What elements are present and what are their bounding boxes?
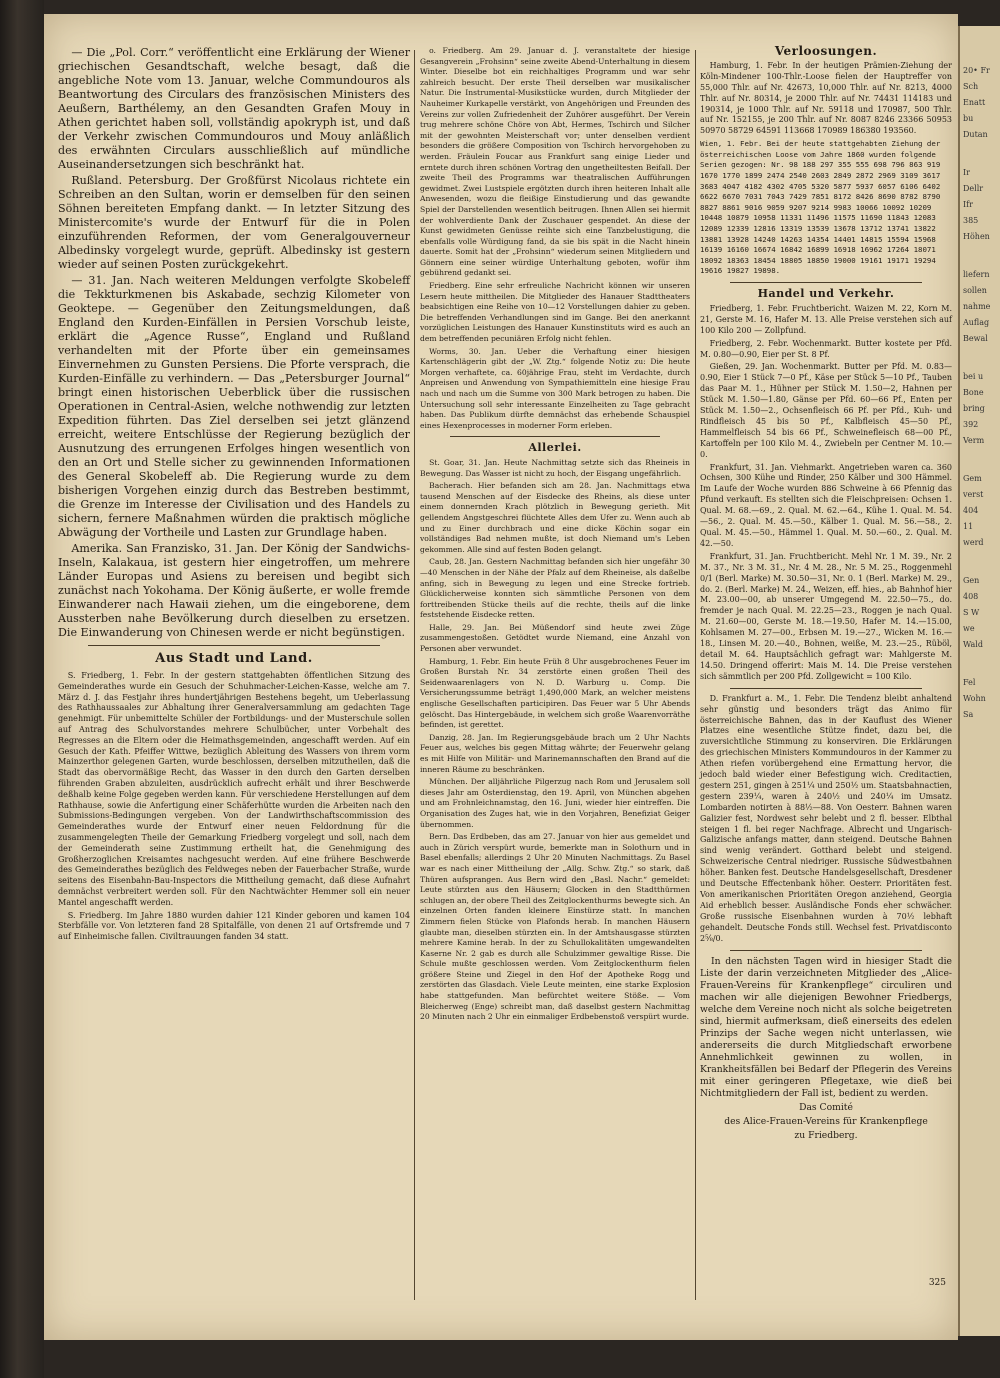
edge-fragment: Ifr (963, 200, 973, 209)
section-divider (730, 688, 922, 689)
article-paragraph: Friedberg. Eine sehr erfreuliche Nachricht können wir unseren Lesern heute mittheilen. Die Mitglieder des Hanauer Stadttheaters beabsichtigen eine Reihe von 10—12 Vorstellungen dahier zu geben. Die betreffenden Verhandlungen sind im Gange. Bei den anerkannt vorzüglichen Leistungen des Hanauer Kunstinstituts wird es auch an dem betreffenden pecuniären Erfolg nicht fehlen. (420, 281, 690, 344)
edge-fragment: Dutan (963, 130, 988, 139)
edge-fragment: Sch (963, 82, 979, 91)
article-paragraph: Caub, 28. Jan. Gestern Nachmittag befanden sich hier ungefähr 30—40 Menschen in der Nähe der Pfalz auf dem Rheineise, als daßelbe anfing, sich in Bewegung zu legen und eine Strecke fortrieb. Glücklicherweise konnten sich sämmtliche Personen von dem forttreibenden Stücke theils auf die rechte, theils auf die linke feststehende Eisdecke retten. (420, 557, 690, 620)
edge-fragment: Verm (963, 436, 985, 445)
article-paragraph: Gießen, 29. Jan. Wochenmarkt. Butter per Pfd. M. 0.83—0.90, Eier 1 Stück 7—0 Pf., Käse per Stück 5—10 Pf., Tauben das Paar M. 1., Hühner per Stück M. 1.50—2, Hahnen per Stück M. 1.50—1.80, Gänse per Pfd. 60—66 Pf., Enten per Stück M. 1.50—2., Ochsenfleisch 66 Pf. per Pfd., Kuh- und Rindfleisch 45 bis 50 Pf., Kalbfleisch 45—50 Pf., Hammelfleisch 54 bis 66 Pf., Schweinefleisch 68—00 Pf., Kartoffeln per 100 Kilo M. 4., Zwiebeln per Centner M. 10.—0. (700, 362, 952, 459)
edge-fragment: Sa (963, 710, 974, 719)
edge-fragment: Gen (963, 576, 980, 585)
edge-fragment: verst (963, 490, 984, 499)
association-notice (700, 956, 952, 1142)
article-paragraph: o. Friedberg. Am 29. Januar d. J. veranstaltete der hiesige Gesangverein „Frohsinn“ seine zweite Abend-Unterhaltung in diesem Winter. Dieselbe bot ein reichhaltiges Programm und war sehr zahlreich besucht. Der erste Theil derselben war musikalischer Natur. Die Instrumental-Musikstücke wurden, durch Mitglieder der Nauheimer Kurkapelle verstärkt, von Angehörigen und Freunden des Vereins zur vollen Zufriedenheit der Zuhörer ausgeführt. Der Verein trug mehrere schöne Chöre von Abt, Hermes, Tschirch und Silcher mit der gewohnten Meisterschaft vor; unter denselben verdient besonders die größere Composition von Tschirch hervorgehoben zu werden. Fräulein Foucar aus Frankfurt sang einige Lieder und erntete durch ihren schönen Vortrag den ungetheiltesten Beifall. Der zweite Theil des Programms war theatralischen Aufführungen gewidmet. Zwei Lustspiele ergötzten durch ihren heiteren Inhalt alle Anwesenden, wozu die fleißige Einstudierung und das gewandte Spiel der Darstellenden wesentlich beitrugen. Ihnen Allen sei hiermit der wohlverdiente Dank der Zuschauer gespendet. An diese der Kunst gewidmeten Genüsse reihte sich eine Tanzbelustigung, die ebenfalls volle Würdigung fand, da sie bis spät in die Nacht hinein dauerte. Somit hat der „Frohsinn“ wiederum seinen Mitgliedern und Gönnern eine seiner würdige Unterhaltung geboten, wofür ihm gebührend gedankt sei. (420, 46, 690, 278)
article-paragraph: St. Goar, 31. Jan. Heute Nachmittag setzte sich das Rheineis in Bewegung. Das Wasser ist nicht zu hoch, der Eisgang ungefährlich. (420, 457, 690, 478)
edge-fragment: 404 (963, 506, 979, 515)
edge-fragment: bring (963, 404, 985, 413)
article-paragraph: Amerika. San Franzisko, 31. Jan. Der König der Sandwichs-Inseln, Kalakaua, ist gestern hier eingetroffen, um mehrere Länder Europas und Asiens zu bereisen und begibt sich zunächst nach Yokohama. Der König äußerte, er wolle fremde Einwanderer nach Hawaii ziehen, um die eingeborene, dem Aussterben nahe Bevölkerung durch dieselben zu ersetzen. Die Einwanderung von Chinesen werde er nicht begünstigen. (58, 542, 410, 639)
adjacent-page-edge (958, 26, 1000, 1336)
edge-fragment: Auflag (963, 318, 990, 327)
edge-fragment: Bone (963, 388, 984, 397)
edge-fragment: Dellr (963, 184, 984, 193)
article-paragraph: Friedberg, 1. Febr. Fruchtbericht. Waizen M. 22, Korn M. 21, Gerste M. 16, Hafer M. 13. Alle Preise verstehen sich auf 100 Kilo 200 — Zollpfund. (700, 303, 952, 335)
edge-fragment: bu (963, 114, 974, 123)
edge-fragment: 408 (963, 592, 979, 601)
edge-fragment: 385 (963, 216, 979, 225)
section-heading-local: Aus Stadt und Land. (155, 651, 313, 666)
column-politics (58, 46, 410, 944)
page-number: 325 (928, 1278, 946, 1288)
article-paragraph: Hamburg, 1. Febr. Ein heute Früh 8 Uhr ausgebrochenes Feuer im Großen Burstah Nr. 34 zerstörte einen großen Theil des Seidenwaarenlagers von N. D. Warburg u. Comp. Die Versicherungssumme beträgt 1,490,000 Mark, an welcher meistens englische Gesellschaften participiren. Das Feuer war 5 Uhr Abends gelöscht. Das Hintergebäude, in welchem sich große Waarenvorräthe befinden, ist gerettet. (420, 656, 690, 730)
section-divider (88, 645, 380, 646)
edge-fragment: S W (963, 608, 980, 617)
edge-fragment: nahme (963, 302, 991, 311)
edge-fragment: bei u (963, 372, 984, 381)
article-paragraph: S. Friedberg. Im Jahre 1880 wurden dahier 121 Kinder geboren und kamen 104 Sterbfälle vor. Von letzteren fand 28 Spitalfälle, von denen 21 auf Ortsfremde und 7 auf Einheimische fallen. Civiltrauungen fanden 34 statt. (58, 909, 410, 942)
article-paragraph: Danzig, 28. Jan. Im Regierungsgebäude brach um 2 Uhr Nachts Feuer aus, welches bis gegen Mittag währte; der Feuerwehr gelang es mit Hilfe von Militär- und Marinemannschaften den Brand auf die inneren Räume zu beschränken. (420, 732, 690, 774)
article-paragraph: — Die „Pol. Corr.“ veröffentlicht eine Erklärung der Wiener griechischen Gesandtschaft, welche besagt, daß die angebliche Note vom 13. Januar, welche Commundouros als Beantwortung des Circulars des französischen Ministers des Aeußern, Barthélemy, an den Gesandten Grafen Mouy in Athen gerichtet haben soll, vollständig apokryph ist, und daß der Verkehr zwischen Commundouros und Mouy anläßlich des erwähnten Circulars ausschließlich auf mündliche Auseinandersetzungen sich beschränkt hat. (58, 46, 410, 171)
edge-fragment: 20• Fr (963, 66, 990, 75)
edge-fragment: werd (963, 538, 984, 547)
article-paragraph: Frankfurt, 31. Jan. Fruchtbericht. Mehl Nr. 1 M. 39., Nr. 2 M. 37., Nr. 3 M. 31., Nr. 4 M. 28., Nr. 5 M. 25., Roggenmehl 0/1 (Berl. Marke) M. 30.50—31, Nr. 0. 1 (Berl. Marke) M. 29., do. 2. (Berl. Marke) M. 24., Weizen, eff. hies., ab Bahnhof hier M. 23.00—00, ab unserer Umgegend M. 22.50—75., do. fremder je nach Qual. M. 22.25—23., Roggen je nach Qual. M. 21.60—00, Gerste M. 18.—19.50, Hafer M. 14.—15.00, Kohlsamen M. 27—00., Erbsen M. 19.—27., Wicken M. 16.—18., Linsen M. 20.—40., Bohnen, weiße, M. 23.—25., Rüböl, detail M. 64. Hauptsächlich gefragt war: Mahlgerste M. 14.50. Dringend offerirt: Mais M. 14. Die Preise verstehen sich sämmtlich per 200 Pfd. Zollgewicht = 100 Kilo. (700, 551, 952, 681)
article-paragraph: Friedberg, 2. Febr. Wochenmarkt. Butter kostete per Pfd. M. 0.80—0.90, Eier per St. 8 Pf. (700, 338, 952, 359)
column-markets (700, 46, 952, 1144)
article-paragraph: Rußland. Petersburg. Der Großfürst Nicolaus richtete ein Schreiben an den Sultan, worin er demselben für den seinen Söhnen bereiteten Empfang dankt. — In letzter Sitzung des Ministercomite's wurde der Entwurf für die in Polen einzuführenden Reformen, der vom Generalgouverneur Albedinsky vorgelegt wurde, geprüft. Albedinsky ist gestern wieder auf seinen Posten zurückgekehrt. (58, 174, 410, 271)
edge-fragment: Wohn (963, 694, 986, 703)
article-paragraph: — 31. Jan. Nach weiteren Meldungen verfolgte Skobeleff die Tekkturkmenen bis Askabade, sechzig Kilometer von Geoktepe. — Gegenüber den Zeitungsmeldungen, daß England den Kurden-Einfällen in Persien Vorschub leiste, erklärt die „Agence Russe“, England und Rußland verhandelten mit der Pforte über ein gemeinsames Einvernehmen zu Gunsten Persiens. Die Pforte versprach, die Kurden-Einfälle zu verhindern. — Das „Petersburger Journal“ bringt einen historischen Ueberblick über die russischen Operationen in Central-Asien, welche nothwendig zur letzten Expedition führten. Das Ziel derselben sei jetzt glänzend erreicht, weitere Entschlüsse der Regierung bezüglich der Ausnutzung des errungenen Erfolges hingen wesentlich von den an Ort und Stelle sicher zu gewinnenden Informationen des General Skobeleff ab. Die Regierung wurde zu dem bisherigen Vorgehen einzig durch das Bestreben bestimmt, die Grenze im Interesse der Civilisation und des Handels zu sichern, fernere Maßnahmen würden die praktisch mögliche Abwägung der Vortheile und Lasten zur Grundlage haben. (58, 274, 410, 539)
column-rule (414, 50, 415, 1300)
notice-signature: zu Friedberg. (794, 1129, 858, 1141)
lottery-number-table: Wien, 1. Febr. Bei der heute stattgehabten Ziehung der österreichischen Loose vom Jahre 1860 wurden folgende Serien gezogen: Nr. 98 188 297 355 555 698 796 863 919 1670 1770 1899 2474 2540 2603 2849 2872 2969 3109 3617 3683 4047 4182 4302 4705 5320 5877 5937 6057 6106 6402 6622 6670 7031 7043 7429 7851 8172 8426 8690 8782 8790 8827 8861 9016 9059 9207 9214 9983 10066 10092 10209 10448 10879 10958 11331 11496 11575 11690 11843 12083 12089 12339 12816 13319 13539 13678 13712 13741 13822 13881 13928 14240 14263 14354 14401 14815 15594 15968 16139 16160 16674 16842 16899 16918 16962 17264 18071 18092 18363 18454 18805 18850 19000 19161 19171 19294 19616 19827 19898. (700, 139, 941, 276)
edge-fragment: Fel (963, 678, 976, 687)
article-paragraph: Worms, 30. Jan. Ueber die Verhaftung einer hiesigen Kartenschlägerin gibt der „W. Ztg.“ folgende Notiz zu: Die heute Morgen verhaftete, ca. 60jährige Frau, steht im Verdachte, durch Anpreisen und Anwendung von Sympathiemitteln eine hiesige Frau nach und nach um die Summe von 300 Mark betrogen zu haben. Die Untersuchung soll sehr interessante Einzelheiten zu Tage gebracht haben. Das Publikum dürfte demnächst das erhebende Schauspiel eines Hexenprocesses in moderner Form erleben. (420, 346, 690, 430)
article-paragraph: München. Der alljährliche Pilgerzug nach Rom und Jerusalem soll dieses Jahr am Osterdienstag, den 19. April, von München abgehen und am Frohnleichnamstag, den 16. Juni, wieder hier eintreffen. Die Organisation des Zuges hat, wie in den Vorjahren, Benefiziat Geiger übernommen. (420, 777, 690, 829)
newspaper-page (44, 14, 958, 1340)
section-heading-misc: Allerlei. (528, 441, 582, 455)
book-binding (0, 0, 44, 1378)
edge-fragment: liefern (963, 270, 990, 279)
edge-fragment: Bewal (963, 334, 988, 343)
article-paragraph: Hamburg, 1. Febr. In der heutigen Prämien-Ziehung der Köln-Mindener 100-Thlr.-Loose fielen der Hauptreffer von 55,000 Thlr. auf Nr. 42673, 10,000 Thlr. auf Nr. 8213, 4000 Thlr. auf Nr. 80314, je 2000 Thlr. auf Nr. 74431 114183 und 190314, je 1000 Thlr. auf Nr. 59118 und 170987, 500 Thlr. auf Nr. 152155, je 200 Thlr. auf Nr. 8087 8246 23366 50953 50970 58729 64591 113668 170989 186380 193560. (700, 60, 952, 136)
section-heading-lottery: Verloosungen. (774, 44, 878, 58)
edge-fragment: Gem (963, 474, 982, 483)
column-rule (695, 50, 696, 1300)
column-local-news (420, 46, 690, 1025)
edge-fragment: Enatt (963, 98, 986, 107)
edge-fragment: 11 (963, 522, 974, 531)
notice-signature: des Alice-Frauen-Vereins für Krankenpflege (724, 1115, 928, 1127)
article-paragraph: Frankfurt, 31. Jan. Viehmarkt. Angetrieben waren ca. 360 Ochsen, 300 Kühe und Rinder, 250 Kälber und 300 Hämmel. Im Laufe der Woche wurden 886 Schweine à 66 Pfennig das Pfund verkauft. Es stellten sich die Fleischpreisen: Ochsen 1. Qual. M. 68.—69., 2. Qual. M. 62.—64., Kühe 1. Qual. M. 54.—56., 2. Qual. M. 45.—50., Kälber 1. Qual. M. 56.—58., 2. Qual. M. 45.—50., Hämmel 1. Qual. M. 50.—60., 2. Qual. M. 42.—50. (700, 462, 952, 548)
edge-fragment: 392 (963, 420, 979, 429)
article-paragraph: D. Frankfurt a. M., 1. Febr. Die Tendenz bleibt anhaltend sehr günstig und besonders trägt das Animo für österreichische Bahnen, das in der Kauflust des Wiener Platzes eine wesentliche Stütze findet, dazu bei, die zuversichtliche Stimmung zu konserviren. Die Erklärungen des griechischen Ministers Kommundouros in der Kammer zu Athen riefen vorübergehend eine Ermattung hervor, die jedoch bald wieder einer Befestigung wich. Creditactien, gestern 251, gingen à 251¼ und 250½ um. Staatsbahnactien, gestern 239¼, waren à 240½ und 240¼ im Umsatz. Lombarden notirten à 88½—88. Von Oesterr. Bahnen waren Galizier fest, Nordwest sehr belebt und 2 fl. besser. Elbthal steigen 1 fl. bei reger Nachfrage. Albrecht und Ungarisch-Galizische anfangs matter, dann steigend. Deutsche Bahnen sind wenig verändert. Gotthard belebt und steigend. Schweizerische Central niedriger. Russische Südwestbahnen höher. Banken fest. Deutsche Handelsgesellschaft, Dresdener und Deutsche Effectenbank höher. Oesterr. Prioritäten fest. Von amerikanischen Prioritäten Oregon anziehend, Georgia Aid erheblich besser. Ausländische Fonds eher schwächer. Große russische Eisenbahnen wurden à 70½ lebhaft gehandelt. Deutsche Fonds still. Wechsel fest. Privatdisconto 2⅝/0. (700, 693, 952, 943)
article-paragraph: Bacherach. Hier befanden sich am 28. Jan. Nachmittags etwa tausend Menschen auf der Eisdecke des Rheins, als diese unter einem donnernden Krach plötzlich in Bewegung gerieth. Mit gellendem Angstgeschrei flüchtete Alles dem Ufer zu. Wenn auch ab und zu Einer durchbrach und eine dicke Köchin sogar ein vollständiges Bad nehmen mußte, ist doch Niemand um's Leben gekommen. Alle sind auf festen Boden gelangt. (420, 481, 690, 554)
notice-text: In den nächsten Tagen wird in hiesiger Stadt die Liste der darin verzeichneten Mitglieder des „Alice-Frauen-Vereins für Krankenpflege“ circuliren und machen wir alle diejenigen Bewohner Friedbergs, welche dem Vereine noch nicht als solche beigetreten sind, hiermit aufmerksam, dieß einerseits des edelen Prinzips der Sache wegen nicht unterlassen, wie andererseits die durch Mitgliedschaft erworbene Annehmlichkeit gewinnen zu wollen, in Krankheitsfällen bei Bedarf der Pflegerin des Vereins mit einer geringeren Pflegetaxe, wie dieß bei Nichtmitgliedern der Fall ist, bedient zu werden. (700, 955, 952, 1099)
section-divider (730, 950, 922, 951)
edge-fragment: Ir (963, 168, 970, 177)
edge-fragment: Wald (963, 640, 983, 649)
section-divider (730, 282, 922, 283)
edge-fragment: sollen (963, 286, 987, 295)
notice-signature: Das Comité (799, 1101, 853, 1113)
edge-fragment: we (963, 624, 975, 633)
article-paragraph: Bern. Das Erdbeben, das am 27. Januar von hier aus gemeldet und auch in Zürich verspürt wurde, bemerkte man in Solothurn und in Basel ebenfalls; allerdings 2 Uhr 20 Minuten Nachmittags. Zu Basel war es nach einer Mittheilung der „Allg. Schw. Ztg.“ so stark, daß Thüren aufsprangen. Aus Bern wird den „Basl. Nachr.“ gemeldet: Leute stürzten aus den Häusern; Glocken in den Stadtthürmen schlugen an, der obere Theil des Zeitglockenthurms bewegte sich. An einzelnen Orten fanden kleinere Einstürze statt. In manchen Zimmern fielen Stücke von Plafonds herab. In manchen Häusern glaubte man, dieselben stürzten ein. In der Amtshausgasse stürzten mehrere Kamine herab. In der zu Schullokalitäten umgewandelten Kaserne Nr. 2 gab es durch alle Schulzimmer gewaltige Risse. Die Schule mußte geschlossen werden. Vom Zeitglockenthurm fielen größere Steine und Ziegel in den Hof der Apotheke Rogg und zerstörten das Glasdach. Viele Leute meinten, eine starke Explosion habe stattgefunden. Man befürchtet weitere Stöße. — Vom Bleicherweg (Enge) schreibt man, daß daselbst gestern Nachmittag 20 Minuten nach 2 Uhr ein einmaliger Erdbebenstoß verspürt wurde. (420, 832, 690, 1022)
section-heading-trade: Handel und Verkehr. (757, 286, 895, 300)
edge-fragments (960, 66, 1000, 720)
article-paragraph: Halle, 29. Jan. Bei Müßendorf sind heute zwei Züge zusammengestoßen. Getödtet wurde Niemand, eine Anzahl von Personen aber verwundet. (420, 622, 690, 654)
section-divider (450, 436, 660, 437)
article-paragraph: S. Friedberg, 1. Febr. In der gestern stattgehabten öffentlichen Sitzung des Gemeinderathes wurde ein Gesuch der Schuhmacher-Leichen-Kasse, welche am 7. März d. J. das Festjahr ihres hundertjährigen Bestehens begeht, um Ueberlassung des Rathhaussaales zur Abhaltung ihrer Generalversammlung am gedachten Tage genehmigt. Für unbemittelte Schüler der Fortbildungs- und der Musterschule sollen auf Antrag des Schulvorstandes mehrere Schulbücher, unter Vorbehalt des Regresses an die Eltern oder die Heimathsgemeinden, angeschafft werden. Auf ein Gesuch der Kath. Pfeiffer Wittwe, bezüglich Ableitung des Wassers von ihrem vorm Mainzerthor gelegenen Garten, wurde beschlossen, derselben mitzutheilen, daß die Stadt das obervormäßige Recht, das Wasser in den durch den Garten derselben führenden Graben abzuleiten, ausdrücklich aufrecht erhält und ihrer Beschwerde deßhalb keine Folge gegeben werden kann. Für verschiedene Herstellungen auf dem Rathhause, sowie die Anfertigung einer Schäferhütte wurden die Arbeiten nach den Submissions-Bedingungen vergeben. Von der Landwirthschaftscommission des Gemeinderathes wurde der Entwurf einer neuen Feldordnung für die zusammengelegten Theile der Gemarkung Friedberg vorgelegt und soll, nach dem der Gemeinderath seine Zustimmung ertheilt hat, die Genehmigung des Großherzoglichen Kreisamtes nachgesucht werden. Auf eine frühere Beschwerde des Gemeinderathes bezüglich des Feldweges neben der Fauerbacher Straße, wurde seitens des Eisenbahn-Bau-Inspectors die Mittheilung gemacht, daß diese Aufnahrt demnächst verbreitert werden soll. Für den Nachtwächter Hemmer soll ein neuer Mantel angeschafft werden. (58, 670, 410, 907)
edge-fragment: Höhen (963, 232, 990, 241)
